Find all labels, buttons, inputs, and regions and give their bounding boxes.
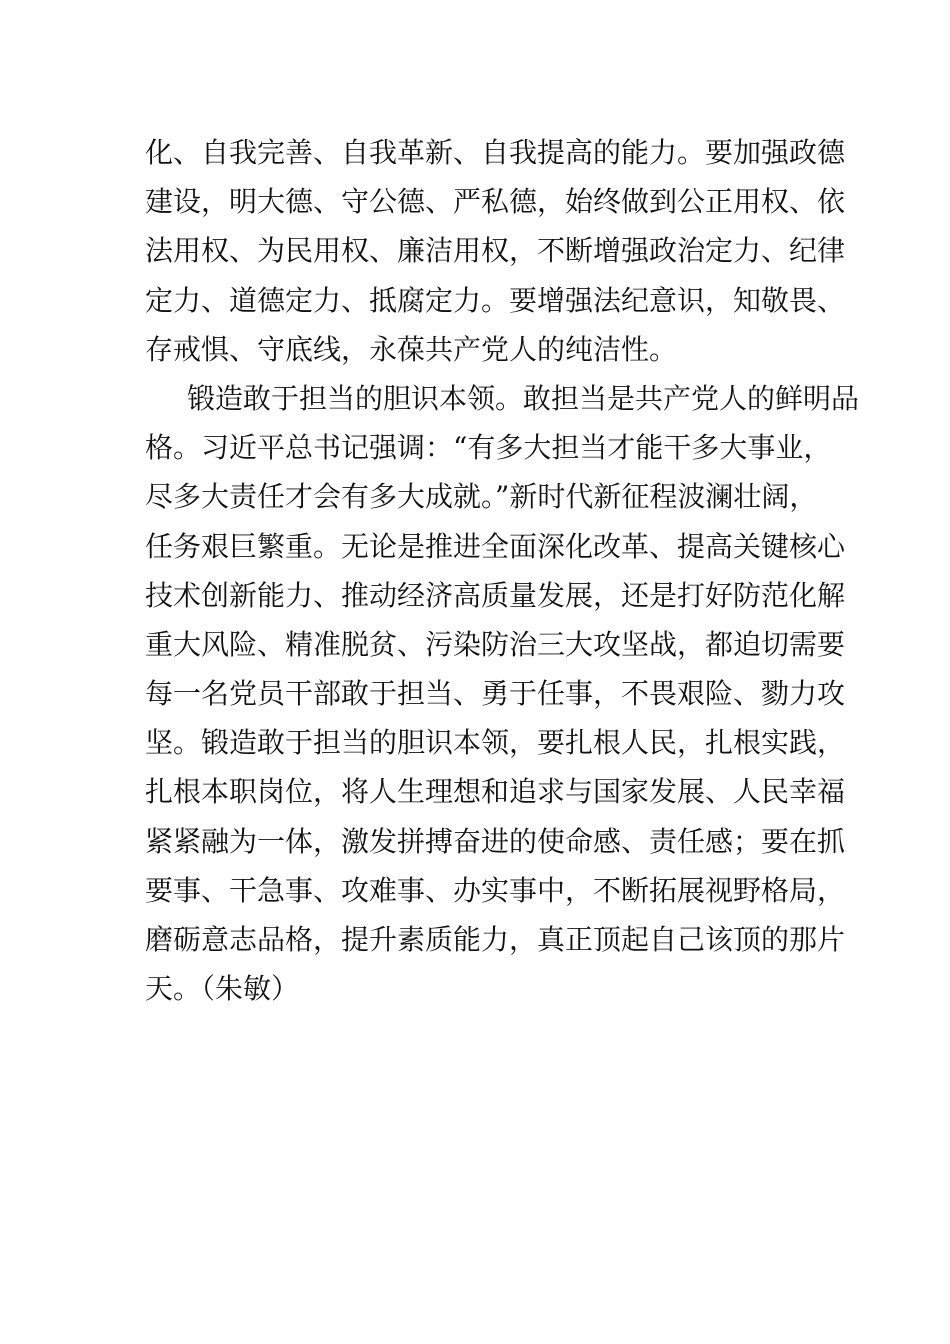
text-line: 扎根本职岗位，将人生理想和追求与国家发展、人民幸福 (145, 775, 846, 809)
text-line: 尽多大责任才会有多大成就。”新时代新征程波澜壮阔， (145, 480, 818, 514)
text-line: 天。（朱敏） (145, 972, 300, 1006)
text-line: 磨砺意志品格，提升素质能力，真正顶起自己该顶的那片 (145, 923, 846, 956)
text-line: 存戒惧、守底线，永葆共产党人的纯洁性。 (145, 332, 678, 366)
text-line: 坚。锻造敢于担当的胆识本领，要扎根人民，扎根实践， (145, 726, 846, 760)
text-line: 重大风险、精准脱贫、污染防治三大攻坚战，都迫切需要 (145, 627, 846, 661)
text-line: 紧紧融为一体，激发拼搏奋进的使命感、责任感；要在抓 (145, 824, 846, 858)
text-line: 建设，明大德、守公德、严私德，始终做到公正用权、依 (145, 185, 846, 219)
text-line: 技术创新能力、推动经济高质量发展，还是打好防范化解 (145, 578, 846, 612)
text-line: 法用权、为民用权、廉洁用权，不断增强政治定力、纪律 (145, 234, 846, 268)
text-line: 每一名党员干部敢于担当、勇于任事，不畏艰险、勠力攻 (145, 677, 846, 711)
body-text (145, 128, 860, 1013)
text-line: 锻造敢于担当的胆识本领。敢担当是共产党人的鲜明品 (187, 381, 860, 415)
text-line: 格。习近平总书记强调：“有多大担当才能干多大事业， (145, 431, 832, 465)
paragraph-1 (145, 128, 846, 374)
text-line: 任务艰巨繁重。无论是推进全面深化改革、提高关键核心 (145, 529, 846, 563)
text-line: 要事、干急事、攻难事、办实事中，不断拓展视野格局， (145, 873, 846, 907)
paragraph-2 (145, 374, 860, 1013)
text-line: 定力、道德定力、抵腐定力。要增强法纪意识，知敬畏、 (145, 283, 846, 317)
text-line: 化、自我完善、自我革新、自我提高的能力。要加强政德 (145, 136, 846, 169)
